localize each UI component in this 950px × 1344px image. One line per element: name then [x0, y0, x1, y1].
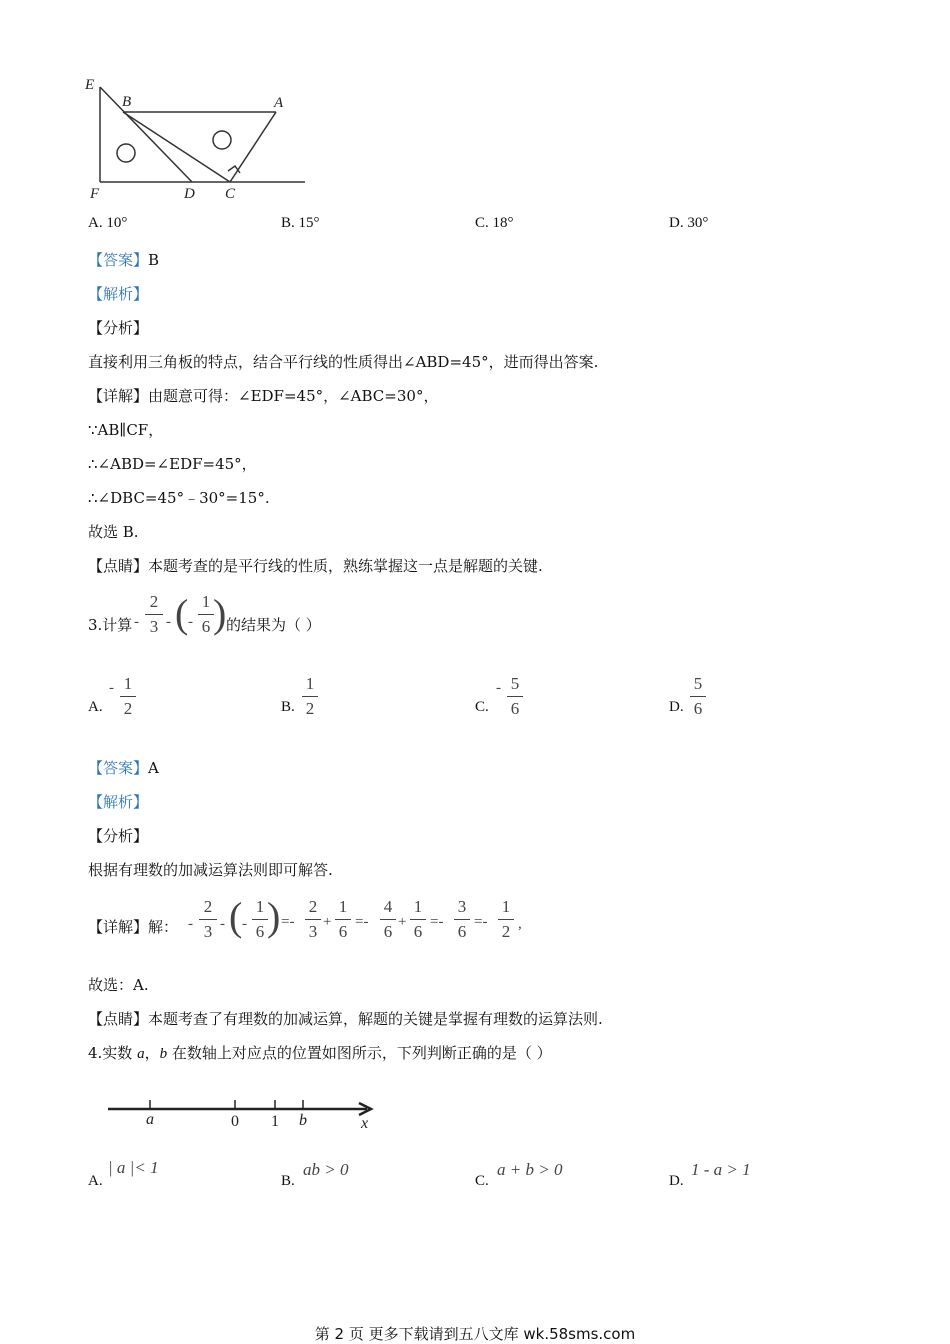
- axis-label-x: x: [361, 1115, 369, 1132]
- q2-option-b[interactable]: B. 15°: [281, 215, 320, 231]
- axis-label-b: b: [299, 1112, 307, 1129]
- page-footer: 第 2 页 更多下载请到五八文库 wk.58sms.com: [314, 1325, 636, 1343]
- axis-label-one: 1: [271, 1113, 279, 1130]
- number-line-figure: [105, 1095, 380, 1135]
- q2-answer: [88, 249, 159, 270]
- answer-tag: 【答案】: [88, 251, 149, 269]
- q2-dianjing: 【点睛】本题考查的是平行线的性质，熟练掌握这一点是解题的关键.: [88, 557, 543, 575]
- q2-step1: ∵AB∥CF，: [88, 421, 164, 439]
- q2-fenxi-tag: 【分析】: [88, 319, 149, 337]
- q3-dianjing: 【点睛】本题考查了有理数的加减运算，解题的关键是掌握有理数的运算法则.: [88, 1010, 603, 1028]
- q3-prefix: 3.计算: [88, 616, 133, 634]
- label-B: B: [122, 94, 132, 110]
- label-D: D: [184, 186, 195, 202]
- axis-label-a: a: [146, 1111, 154, 1128]
- axis-label-zero: 0: [231, 1113, 239, 1130]
- q3-suffix: 的结果为（ ）: [226, 616, 321, 634]
- q2-fenxi-text: 直接利用三角板的特点，结合平行线的性质得出∠ABD=45°，进而得出答案.: [88, 353, 599, 371]
- q3-xiangjie-tag: 【详解】解：: [88, 918, 179, 936]
- label-A: A: [274, 95, 284, 111]
- label-C: C: [225, 186, 236, 202]
- q2-option-d[interactable]: D. 30°: [669, 215, 709, 231]
- q2-step2: ∴∠ABD=∠EDF=45°，: [88, 455, 257, 473]
- q2-option-c[interactable]: C. 18°: [475, 215, 514, 231]
- q3-jiexi-tag: 【解析】: [88, 793, 149, 811]
- label-E: E: [85, 77, 95, 93]
- answer-tag: 【答案】: [88, 759, 149, 777]
- q3-fenxi-tag: 【分析】: [88, 827, 149, 845]
- q2-step3: ∴∠DBC=45°﹣30°=15°.: [88, 489, 270, 507]
- q2-jiexi-tag: 【解析】: [88, 285, 149, 303]
- triangle-ruler-figure: [80, 75, 310, 205]
- q3-fenxi-text: 根据有理数的加减运算法则即可解答.: [88, 861, 333, 879]
- answer-value: B: [148, 251, 160, 269]
- q2-xiangjie: 【详解】由题意可得：∠EDF=45°，∠ABC=30°，: [88, 387, 439, 405]
- q3-conclusion: 故选：A.: [88, 976, 149, 994]
- answer-value: A: [148, 759, 159, 777]
- q4-stem: 4.实数 a，b 在数轴上对应点的位置如图所示，下列判断正确的是（ ）: [88, 1044, 552, 1062]
- q2-option-a[interactable]: A. 10°: [88, 215, 128, 231]
- label-F: F: [90, 186, 100, 202]
- q3-answer: [88, 757, 159, 778]
- q2-conclusion: 故选 B.: [88, 523, 139, 541]
